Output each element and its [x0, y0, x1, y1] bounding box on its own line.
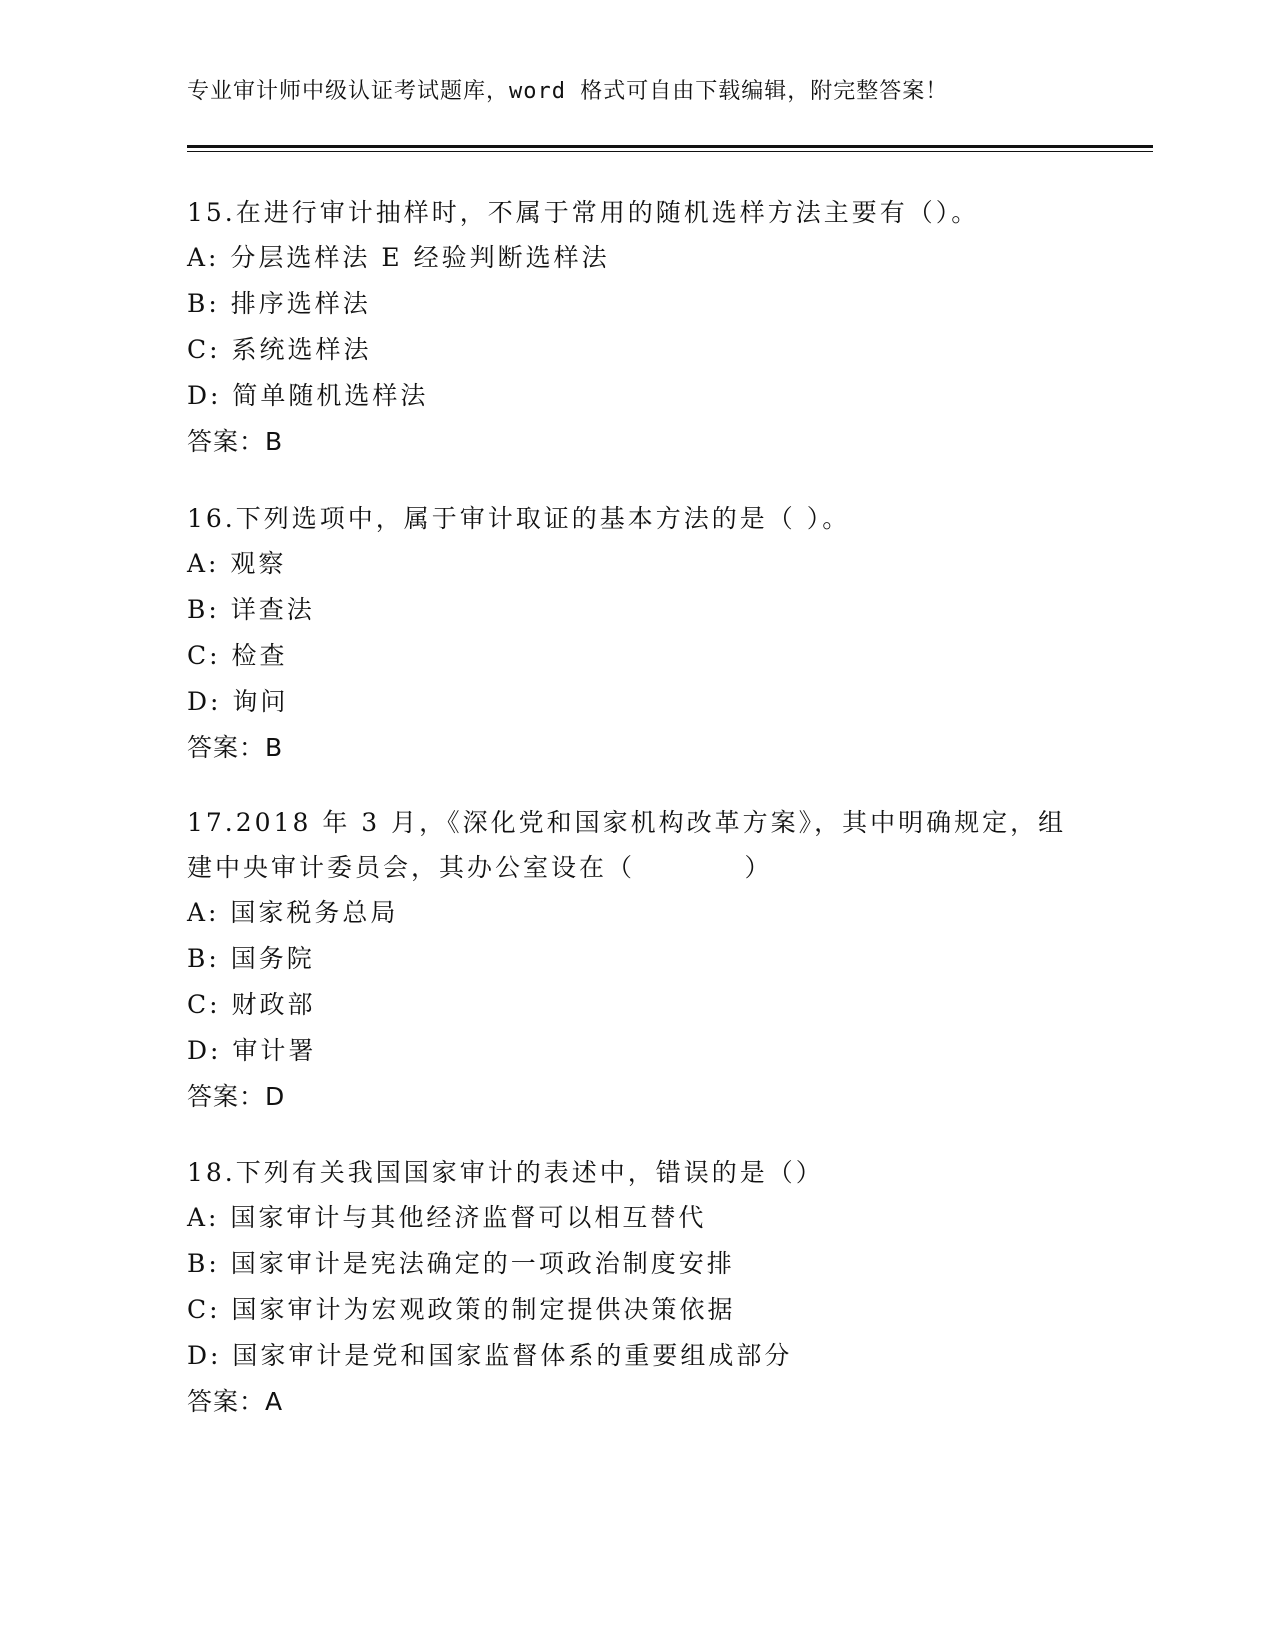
- question-16: [187, 496, 1087, 771]
- option-c: C: 国家审计为宏观政策的制定提供决策依据: [187, 1295, 736, 1324]
- option-c: C: 财政部: [187, 990, 316, 1019]
- option-b: B: 国务院: [187, 944, 315, 973]
- question-stem: 17.2018 年 3 月，《深化党和国家机构改革方案》，其中明确规定，组建中央审计委员会，其办公室设在（ ）: [187, 808, 1067, 882]
- question-stem: 15.在进行审计抽样时，不属于常用的随机选样方法主要有（）。: [187, 198, 980, 227]
- option-a: A: 国家审计与其他经济监督可以相互替代: [187, 1203, 707, 1232]
- document-header: 专业审计师中级认证考试题库，word 格式可自由下载编辑，附完整答案！: [187, 79, 949, 104]
- option-d: D: 简单随机选样法: [187, 381, 429, 410]
- option-c: C: 系统选样法: [187, 335, 372, 364]
- option-b: B: 详查法: [187, 595, 315, 624]
- option-a: A: 观察: [187, 549, 287, 578]
- option-d: D: 国家审计是党和国家监督体系的重要组成部分: [187, 1341, 793, 1370]
- question-18: [187, 1150, 1087, 1425]
- option-a: A: 分层选样法 E 经验判断选样法: [187, 243, 610, 272]
- question-15: [187, 190, 1087, 465]
- question-stem: 18.下列有关我国国家审计的表述中，错误的是（）: [187, 1158, 824, 1187]
- answer-line: 答案：A: [187, 1387, 284, 1416]
- option-c: C: 检查: [187, 641, 288, 670]
- question-17: [187, 800, 1087, 1120]
- option-d: D: 询问: [187, 687, 289, 716]
- answer-line: 答案：D: [187, 1082, 286, 1111]
- header-divider-thin: [187, 151, 1153, 152]
- option-b: B: 排序选样法: [187, 289, 371, 318]
- option-b: B: 国家审计是宪法确定的一项政治制度安排: [187, 1249, 735, 1278]
- answer-line: 答案：B: [187, 427, 284, 456]
- answer-line: 答案：B: [187, 733, 284, 762]
- option-a: A: 国家税务总局: [187, 898, 399, 927]
- question-stem: 16.下列选项中，属于审计取证的基本方法的是（ ）。: [187, 504, 851, 533]
- header-divider-thick: [187, 145, 1153, 148]
- option-d: D: 审计署: [187, 1036, 317, 1065]
